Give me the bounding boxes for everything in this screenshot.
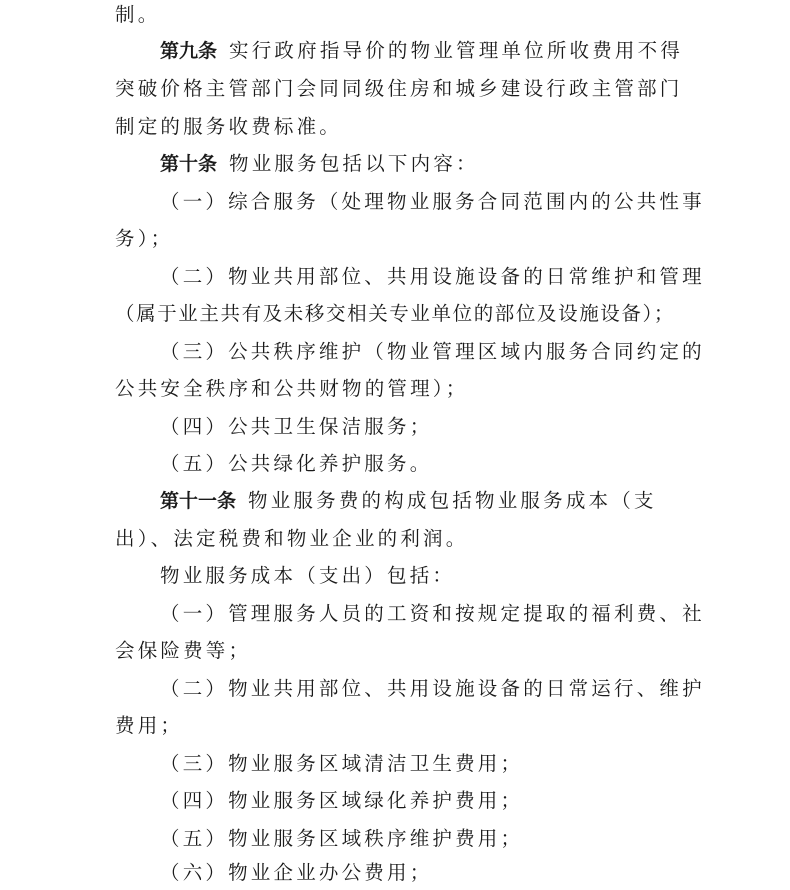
article-10-line-1 <box>160 149 479 179</box>
line-text: （一）综合服务（处理物业服务合同范围内的公共性事 <box>160 190 705 213</box>
list-item-line <box>160 786 523 816</box>
list-item-line <box>160 337 705 367</box>
text-line-continuation <box>115 0 160 30</box>
list-item-line <box>115 374 468 404</box>
line-text: 会保险费等； <box>115 639 252 662</box>
line-text: 物业服务包括以下内容： <box>229 152 479 175</box>
article-10-heading: 第十条 <box>160 153 218 175</box>
paragraph-line <box>160 561 455 591</box>
line-text: （六）物业企业办公费用； <box>160 861 433 884</box>
article-11-line-2 <box>115 524 468 554</box>
article-9-line-1 <box>160 36 683 66</box>
line-text: （四）物业服务区域绿化养护费用； <box>160 789 524 812</box>
line-text: （一）管理服务人员的工资和按规定提取的福利费、社 <box>160 602 705 625</box>
line-text: 制。 <box>115 3 161 26</box>
line-text: 物业服务费的构成包括物业服务成本（支 <box>248 489 657 512</box>
line-text: （二）物业共用部位、共用设施设备的日常维护和管理 <box>160 265 705 288</box>
line-text: （二）物业共用部位、共用设施设备的日常运行、维护 <box>160 677 705 700</box>
line-text: 出）、法定税费和物业企业的利润。 <box>115 527 469 550</box>
line-text: （三）公共秩序维护（物业管理区域内服务合同约定的 <box>160 340 705 363</box>
list-item-line <box>115 299 675 329</box>
line-text: 务）； <box>115 227 174 250</box>
list-item-line <box>160 674 705 704</box>
line-text: （四）公共卫生保洁服务； <box>160 415 433 438</box>
line-text: 制定的服务收费标准。 <box>115 115 343 138</box>
list-item-line <box>115 711 183 741</box>
line-text: 突破价格主管部门会同同级住房和城乡建设行政主管部门 <box>115 77 683 100</box>
list-item-line <box>160 412 432 442</box>
article-9-line-2 <box>115 74 683 104</box>
list-item-line <box>160 858 432 888</box>
list-item-line <box>160 824 523 854</box>
list-item-line <box>160 449 432 479</box>
list-item-line <box>160 187 705 217</box>
list-item-line <box>115 636 251 666</box>
line-text: （属于业主共有及未移交相关专业单位的部位及设施设备）； <box>115 302 675 325</box>
list-item-line <box>115 224 173 254</box>
line-text: （五）物业服务区域秩序维护费用； <box>160 827 524 850</box>
article-9-heading: 第九条 <box>160 40 218 62</box>
article-11-heading: 第十一条 <box>160 490 237 512</box>
line-text: （三）物业服务区域清洁卫生费用； <box>160 752 524 775</box>
article-11-line-1 <box>160 486 657 516</box>
list-item-line <box>160 599 705 629</box>
line-text: 费用； <box>115 714 184 737</box>
article-9-line-3 <box>115 112 342 142</box>
line-text: （五）公共绿化养护服务。 <box>160 452 433 475</box>
line-text: 公共安全秩序和公共财物的管理）； <box>115 377 469 400</box>
line-text: 物业服务成本（支出）包括： <box>160 564 456 587</box>
list-item-line <box>160 262 705 292</box>
line-text: 实行政府指导价的物业管理单位所收费用不得 <box>229 39 684 62</box>
list-item-line <box>160 749 523 779</box>
